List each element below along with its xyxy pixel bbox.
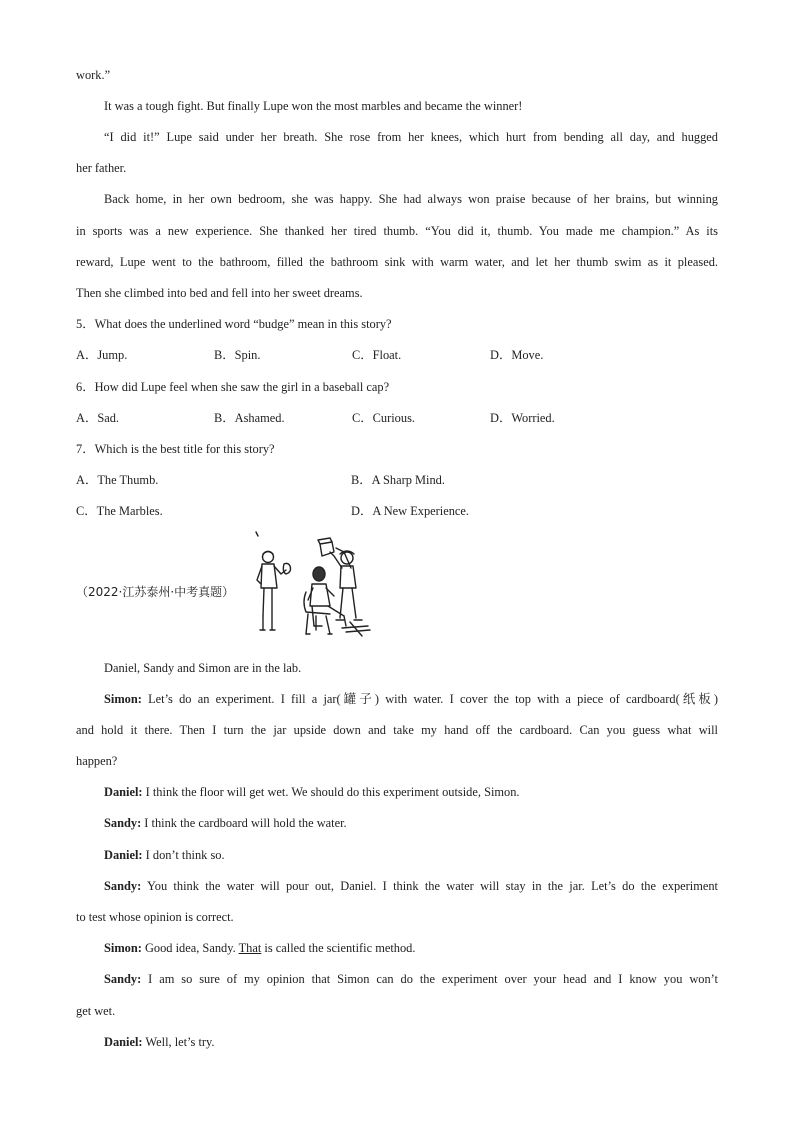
dialogue-line [104,1034,215,1050]
story-line: reward, Lupe went to the bathroom, filled the bathroom sink with warm water, and let her thumb swim as it pleased. [76,255,718,269]
dialogue-line [104,691,718,707]
story-paragraph: “I did it!” Lupe said under her breath. She rose from her knees, which hurt from bending all day, and hugged [104,130,718,144]
dialogue-text: I don’t think so. [142,848,225,862]
speaker-name: Daniel: [104,1035,143,1049]
speaker-name: Simon: [104,941,142,955]
speaker-name: Daniel: [104,785,143,799]
answer-option[interactable]: A．Sad. [76,411,120,425]
dialogue-line [104,878,718,894]
speaker-name: Sandy: [104,972,142,986]
dialogue-text: is called the scientific method. [261,941,416,955]
speaker-name: Simon: [104,692,142,706]
source-label: （2022·江苏泰州·中考真题） [76,585,235,599]
story-line: Then she climbed into bed and fell into her sweet dreams. [76,286,363,300]
answer-option[interactable]: D．A New Experience. [351,504,470,518]
dialogue-line [104,940,415,956]
dialogue-continuation: get wet. [76,1004,116,1018]
question-stem: 5．What does the underlined word “budge” mean in this story? [76,317,392,331]
dialogue-text: I think the cardboard will hold the water. [141,816,347,830]
speaker-name: Daniel: [104,848,143,862]
answer-option[interactable]: C．The Marbles. [76,504,163,518]
story-paragraph: Back home, in her own bedroom, she was happy. She had always won praise because of her brains, but winning [104,192,718,206]
underlined-word: That [238,941,262,955]
dialogue-continuation: to test whose opinion is correct. [76,910,234,924]
dialogue-line [104,784,520,800]
story-line: in sports was a new experience. She thanked her tired thumb. “You did it, thumb. You made me champion.” As its [76,224,718,238]
dialogue-text: I am so sure of my opinion that Simon can do the experiment over your head and I know you won’t [141,972,718,986]
answer-option[interactable]: B．Ashamed. [214,411,285,425]
dialogue-line [104,815,347,831]
question-stem: 7．Which is the best title for this story? [76,442,275,456]
answer-option[interactable]: A．Jump. [76,348,128,362]
answer-option[interactable]: A．The Thumb. [76,473,159,487]
story-line: her father. [76,161,127,175]
dialogue-text: You think the water will pour out, Daniel. I think the water will stay in the jar. Let’s do the experiment [141,879,718,893]
story-paragraph: It was a tough fight. But finally Lupe won the most marbles and became the winner! [104,99,523,113]
dialogue-line [104,971,718,987]
dialogue-text: Well, let’s try. [142,1035,215,1049]
dialogue-text: Good idea, Sandy. [141,941,239,955]
dialogue-text: Let’s do an experiment. I fill a jar(罐子) with water. I cover the top with a piece of cardboard(纸板) [141,692,718,706]
question-stem: 6．How did Lupe feel when she saw the girl in a baseball cap? [76,380,390,394]
answer-option[interactable]: C．Curious. [352,411,415,425]
dialogue-continuation: happen? [76,754,118,768]
answer-option[interactable]: D．Move. [490,348,544,362]
passage-intro: Daniel, Sandy and Simon are in the lab. [104,661,302,675]
lab-experiment-illustration [250,530,374,642]
story-line: work.” [76,68,111,82]
answer-option[interactable]: C．Float. [352,348,402,362]
answer-option[interactable]: B．Spin. [214,348,261,362]
answer-option[interactable]: B．A Sharp Mind. [351,473,445,487]
speaker-name: Sandy: [104,879,142,893]
speaker-name: Sandy: [104,816,142,830]
dialogue-text: I think the floor will get wet. We should do this experiment outside, Simon. [142,785,520,799]
answer-option[interactable]: D．Worried. [490,411,555,425]
dialogue-continuation: and hold it there. Then I turn the jar upside down and take my hand off the cardboard. Can you guess what will [76,723,718,737]
dialogue-line [104,847,225,863]
